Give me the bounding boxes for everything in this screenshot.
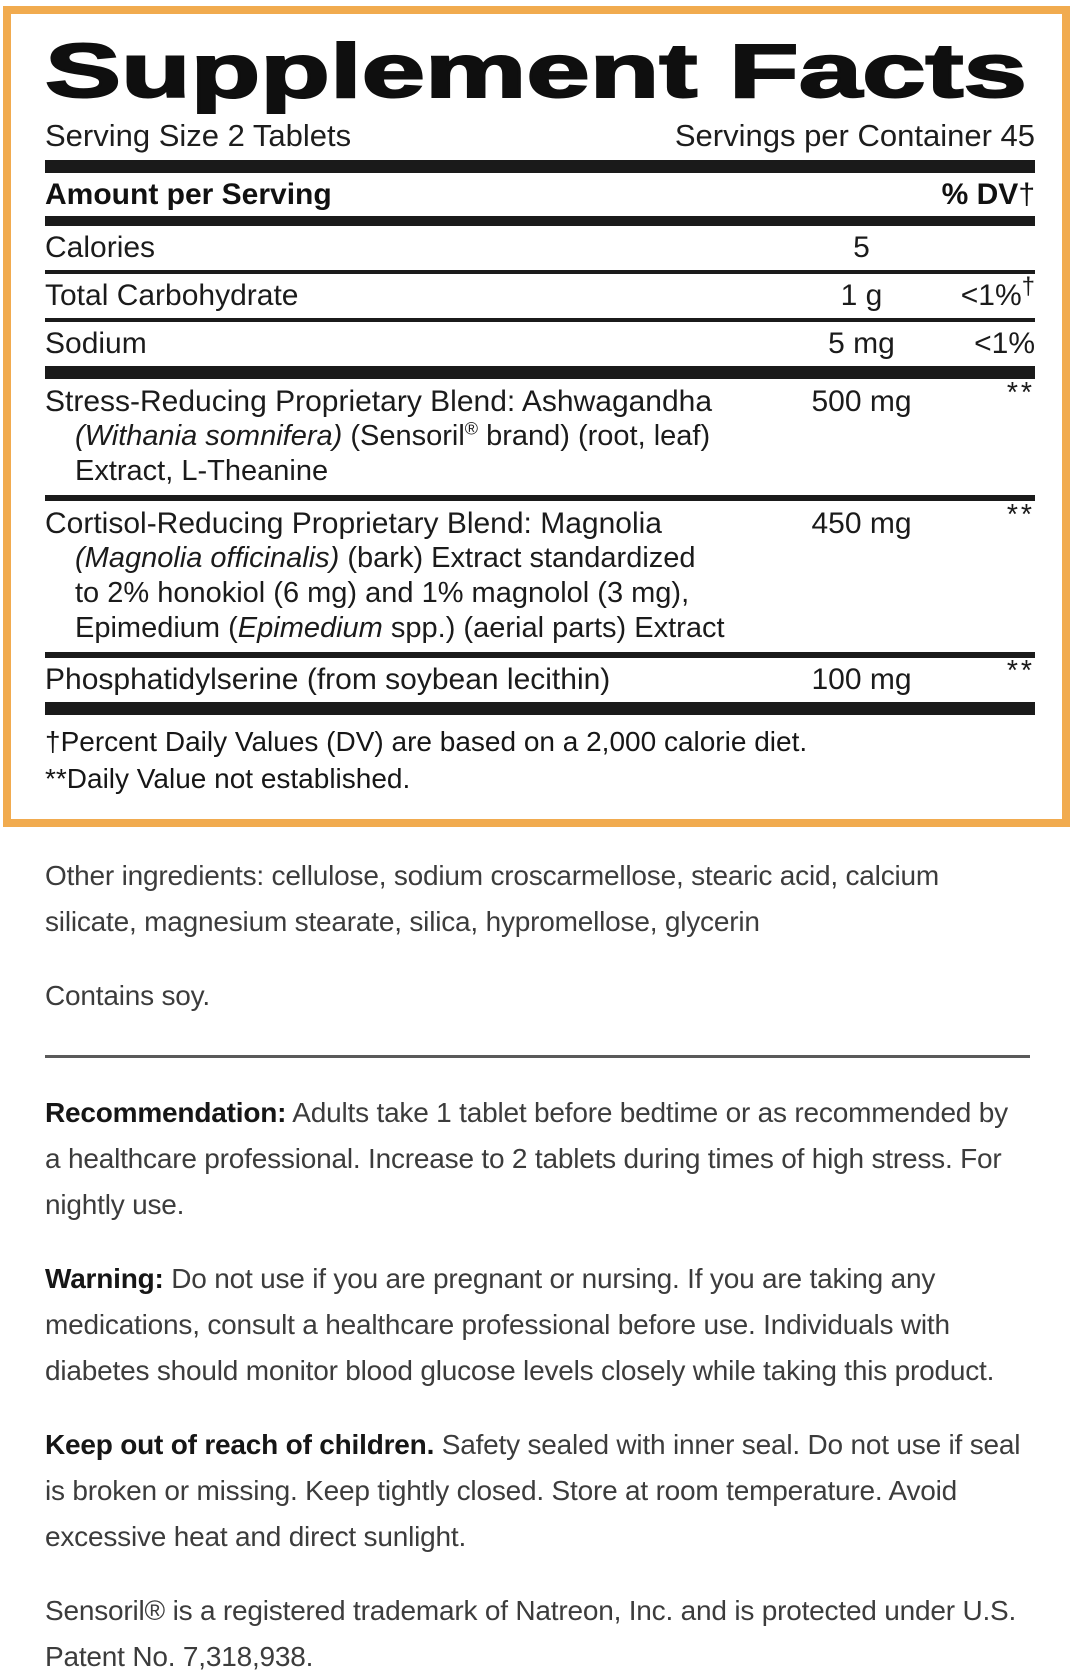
nutrient-name: Total Carbohydrate [45,279,299,312]
footnote-daily-values: †Percent Daily Values (DV) are based on a 2,000 calorie diet. [45,726,808,757]
serving-size-text: Serving Size 2 Tablets [45,118,352,153]
table-row-cortisol-blend [45,498,1035,652]
nutrient-amount: 5 mg [828,327,895,360]
thick-rule [45,160,1035,173]
nutrient-dv: <1% [974,327,1035,360]
amount-per-serving-header: Amount per Serving [45,178,332,211]
blend-dv [949,376,1035,419]
dagger-mark: † [1021,273,1035,300]
blend-first-line [45,376,1035,419]
table-row-stress-blend [45,376,1035,495]
blend-description-line: Extract, L-Theanine [75,455,329,487]
keep-out-of-reach-text: Keep out of reach of children. Safety sealed with inner seal. Do not use if seal is broken or missing. Keep tightly closed. Store at room temperature. Avoid excessive heat and direct sunlight. [45,1429,1021,1552]
table-row-carbohydrate [45,274,1035,318]
nutrient-dv [949,654,1035,697]
footnote-dv-not-established: **Daily Value not established. [45,763,411,794]
dv-header: % DV† [941,178,1035,211]
blend-description-line: to 2% honokiol (6 mg) and 1% magnolol (3 mg), [75,577,690,609]
thick-rule [45,216,1035,226]
nutrient-name: Phosphatidylserine (from soybean lecithin) [45,663,611,696]
table-row-phosphatidylserine [45,654,1035,702]
contains-allergen-text: Contains soy. [45,980,210,1011]
table-header-row [45,173,1035,216]
trademark-text: Sensoril® is a registered trademark of Natreon, Inc. and is protected under U.S. Patent No. 7,318,938. [45,1595,1017,1672]
asterisk-mark: ** [1006,498,1035,531]
blend-amount: 450 mg [811,507,912,540]
thick-rule [45,702,1035,715]
blend-name: Stress-Reducing Proprietary Blend: Ashwagandha [45,385,713,418]
warning-text: Warning: Do not use if you are pregnant or nursing. If you are taking any medications, consult a healthcare professional before use. Individuals with diabetes should monitor blood glucose levels closely while taking this product. [45,1263,995,1386]
supplement-facts-panel [3,6,1070,827]
nutrient-amount: 5 [853,231,870,264]
blend-amount: 500 mg [811,385,912,418]
servings-per-container-text: Servings per Container 45 [674,118,1035,153]
other-ingredients-text: Other ingredients: cellulose, sodium croscarmellose, stearic acid, calcium silicate, magnesium stearate, silica, hypromellose, glycerin [45,860,940,937]
nutrient-amount: 1 g [840,279,883,312]
lower-text-block [45,853,1030,1680]
panel-title-row [45,29,1035,116]
blend-description-line: Epimedium (Epimedium spp.) (aerial parts) Extract [75,612,725,644]
blend-dv [949,498,1035,541]
table-row-calories [45,226,1035,270]
thick-rule [45,366,1035,379]
nutrient-dv: <1%† [960,273,1035,312]
table-row-sodium [45,322,1035,366]
section-divider [45,1055,1030,1058]
asterisk-mark: ** [1006,654,1035,687]
blend-name: Cortisol-Reducing Proprietary Blend: Magnolia [45,507,662,540]
asterisk-mark: ** [1006,376,1035,409]
recommendation-text: Recommendation: Adults take 1 tablet before bedtime or as recommended by a healthcare professional. Increase to 2 tablets during times of high stress. For nightly use. [45,1097,1008,1220]
blend-description-line: (Magnolia officinalis) (bark) Extract standardized [75,542,696,574]
nutrient-name: Sodium [45,327,147,360]
nutrient-amount: 100 mg [811,663,912,696]
footnotes [45,723,1035,797]
blend-first-line [45,498,1035,541]
page-title: Supplement Facts [45,29,1027,114]
blend-description-line: (Withania somnifera) (Sensoril® brand) (root, leaf) [75,418,711,452]
serving-info-row [45,118,1035,154]
dagger-mark: † [1018,178,1035,211]
nutrient-name: Calories [45,231,156,264]
